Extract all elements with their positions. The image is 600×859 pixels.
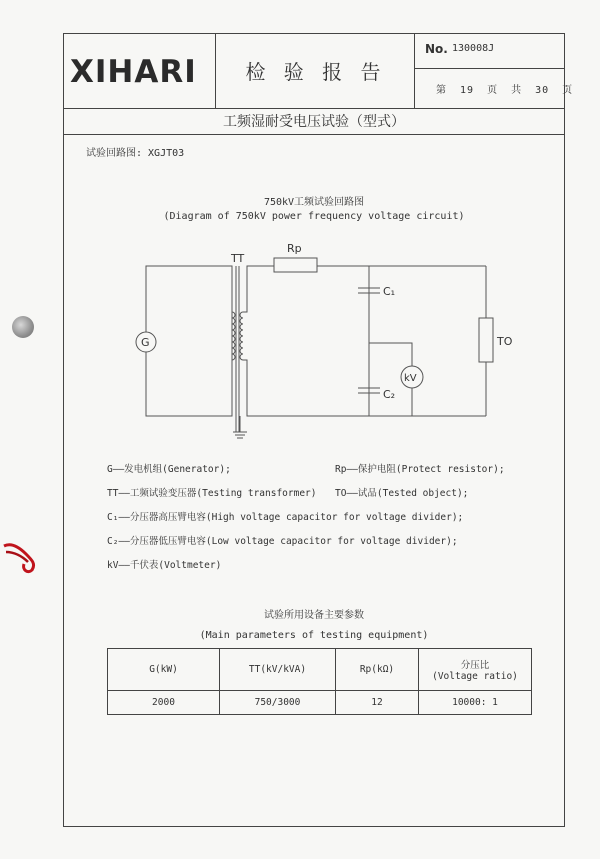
label-c1: C₁ xyxy=(383,285,396,298)
legend-c2: C₂——分压器低压臂电容(Low voltage capacitor for voltage divider); xyxy=(107,536,458,547)
label-kv: kV xyxy=(404,373,417,384)
table-title-cn: 试验所用设备主要参数 xyxy=(264,610,364,621)
label-g: G xyxy=(141,336,150,349)
report-number: 130008J xyxy=(452,43,495,54)
cell-tt: 750/3000 xyxy=(220,691,336,715)
page-info: 第 19 页 共 30 页 xyxy=(436,85,574,96)
legend-test-object: TO——试品(Tested object); xyxy=(335,488,469,499)
header-cell: Rp(kΩ) xyxy=(336,649,419,691)
parameters-table xyxy=(107,648,532,715)
report-number-label: No. xyxy=(425,42,448,56)
test-object-symbol xyxy=(479,318,493,362)
report-title: 检 验 报 告 xyxy=(245,60,387,84)
header-cell-en: (Voltage ratio) xyxy=(432,671,518,682)
label-c2: C₂ xyxy=(383,388,396,401)
secondary-coil xyxy=(240,312,243,360)
diagram-title-en: (Diagram of 750kV power frequency voltage circuit) xyxy=(163,211,465,222)
cell-rp: 12 xyxy=(336,691,419,715)
hv-wire xyxy=(243,266,274,312)
circuit-label: 试验回路图: XGJT03 xyxy=(86,148,185,159)
generator-loop-wire xyxy=(146,266,232,416)
cell-ratio: 10000: 1 xyxy=(419,691,532,715)
section-title: 工频湿耐受电压试验（型式） xyxy=(223,114,405,130)
table-header-row xyxy=(108,649,532,691)
table-row xyxy=(108,691,532,715)
legend-generator: G——发电机组(Generator); xyxy=(107,464,231,475)
label-tt: TT xyxy=(231,252,245,265)
legend-c1: C₁——分压器高压臂电容(High voltage capacitor for voltage divider); xyxy=(107,512,464,523)
diagram-title-cn: 750kV工频试验回路图 xyxy=(263,197,365,208)
label-rp: Rp xyxy=(287,242,302,255)
header-cell: G(kW) xyxy=(108,649,220,691)
label-to: TO xyxy=(497,335,513,348)
company-logo: XIHARI xyxy=(70,54,197,90)
legend-voltmeter: kV——千伏表(Voltmeter) xyxy=(107,560,222,571)
header-cell-cn: 分压比 xyxy=(460,660,490,671)
header-cell xyxy=(419,649,532,691)
table-title-en: (Main parameters of testing equipment) xyxy=(199,630,429,641)
legend-resistor: Rp——保护电阻(Protect resistor); xyxy=(335,464,505,475)
legend-transformer: TT——工频试验变压器(Testing transformer) xyxy=(107,488,317,499)
voltmeter-wire xyxy=(369,343,412,366)
header-cell: TT(kV/kVA) xyxy=(220,649,336,691)
cell-g: 2000 xyxy=(108,691,220,715)
resistor-symbol xyxy=(274,258,317,272)
